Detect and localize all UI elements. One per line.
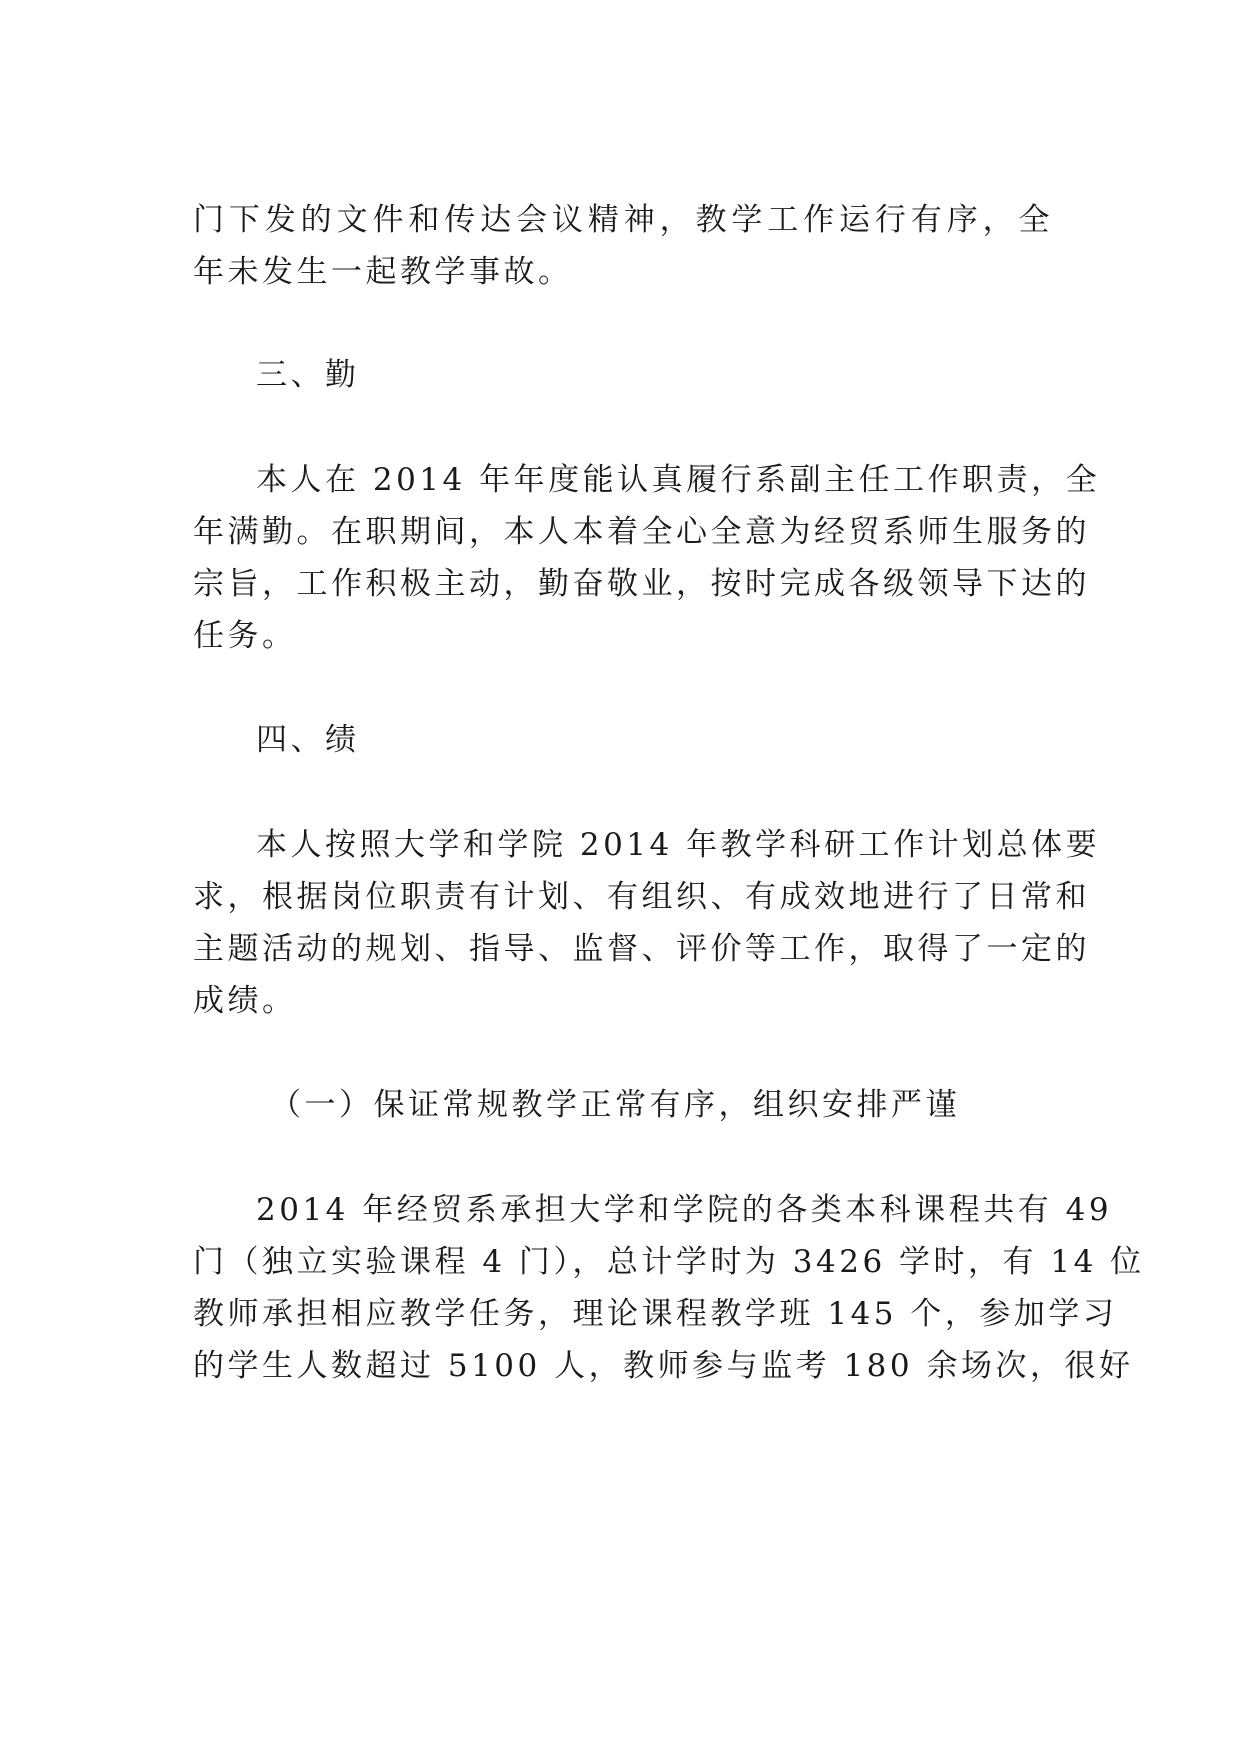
- paragraph-line: 教师承担相应教学任务，理论课程教学班 145 个，参加学习: [193, 1296, 1118, 1332]
- paragraph-line: 成绩。: [193, 983, 297, 1019]
- section-heading: 三、勤: [256, 357, 360, 393]
- paragraph-line: 2014 年经贸系承担大学和学院的各类本科课程共有 49: [256, 1192, 1113, 1228]
- paragraph-line: 门（独立实验课程 4 门），总计学时为 3426 学时，有 14 位: [193, 1244, 1145, 1280]
- paragraph-line: 本人按照大学和学院 2014 年教学科研工作计划总体要: [256, 827, 1101, 863]
- paragraph-line: 任务。: [193, 618, 297, 654]
- paragraph-line: 的学生人数超过 5100 人，教师参与监考 180 余场次，很好: [193, 1348, 1134, 1384]
- paragraph-line: 宗旨，工作积极主动，勤奋敬业，按时完成各级领导下达的: [193, 566, 1090, 602]
- paragraph-line: 门下发的文件和传达会议精神，教学工作运行有序，全: [193, 202, 1053, 238]
- paragraph-line: 年未发生一起教学事故。: [193, 254, 573, 290]
- paragraph-line: 本人在 2014 年年度能认真履行系副主任工作职责，全: [256, 462, 1101, 498]
- subsection-heading: （一）保证常规教学正常有序，组织安排严谨: [270, 1087, 960, 1123]
- paragraph-line: 主题活动的规划、指导、监督、评价等工作，取得了一定的: [193, 931, 1090, 967]
- section-heading: 四、绩: [256, 722, 360, 758]
- paragraph-line: 求，根据岗位职责有计划、有组织、有成效地进行了日常和: [193, 879, 1090, 915]
- paragraph-line: 年满勤。在职期间，本人本着全心全意为经贸系师生服务的: [193, 514, 1090, 550]
